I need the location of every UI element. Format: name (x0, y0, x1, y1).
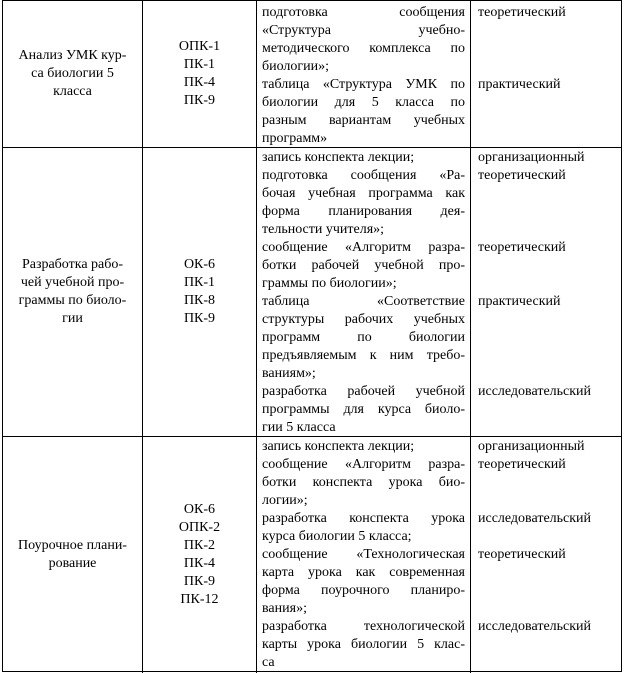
competence-list (179, 38, 220, 110)
competence-code: ПК-9 (183, 311, 216, 326)
task-line: запись конспекта лекции; (262, 439, 415, 454)
activity-type: теоретический (478, 5, 566, 20)
competence-cell (143, 437, 257, 673)
competence-code: ПК-8 (183, 293, 216, 308)
task-line: ваниям»; (262, 366, 316, 381)
competence-code: ПК-4 (183, 75, 216, 90)
task-line: «Структура учебно- (262, 23, 465, 38)
competence-code: ПК-2 (183, 538, 216, 553)
task-line: разным вариантам учебных (262, 113, 465, 128)
task-line: программы для курса биоло- (262, 402, 465, 417)
activity-type: исследовательский (478, 511, 592, 526)
task-line: ботки конспекта урока био- (262, 475, 465, 490)
tasks-cell (257, 148, 471, 436)
activity-cell (471, 1, 621, 147)
activity-type: теоретический (478, 240, 566, 255)
task-line: разработка технологической (262, 619, 465, 634)
competence-code: ОПК-1 (178, 39, 221, 54)
task-line: сообщение «Технологическая (262, 547, 465, 562)
table-row (3, 437, 621, 673)
task-line: ботки рабочей учебной про- (262, 258, 465, 273)
section-title: Поурочное плани- рование (18, 538, 127, 571)
competence-code: ОПК-2 (178, 520, 221, 535)
task-line: таблица «Структура УМК по (262, 77, 465, 92)
task-line: сообщение «Алгоритм разра- (262, 457, 465, 472)
task-line: форма планирования дея- (262, 204, 465, 219)
competence-code: ПК-12 (180, 592, 219, 607)
activity-type: исследовательский (478, 384, 592, 399)
section-title: Анализ УМК кур- са биологии 5 класса (18, 48, 127, 99)
task-line: разработка конспекта урока (262, 511, 465, 526)
task-line: карты урока биологии 5 клас- (262, 637, 465, 652)
task-line: логии»; (262, 493, 308, 508)
task-line: граммы по биологии»; (262, 276, 397, 291)
section-cell (3, 437, 143, 673)
task-line: методического комплекса по (262, 41, 465, 56)
activity-type: организационный (478, 439, 585, 454)
task-line: курса биологии 5 класса; (262, 529, 412, 544)
task-line: тельности учителя»; (262, 222, 385, 237)
competence-code: ОК-6 (183, 257, 216, 272)
competence-code: ПК-9 (183, 93, 216, 108)
task-line: карта урока как современная (262, 565, 465, 580)
activity-type: исследовательский (478, 619, 592, 634)
task-line: са (262, 655, 275, 670)
activity-type: теоретический (478, 168, 566, 183)
task-line: таблица «Соответствие (262, 294, 465, 309)
task-line: форма поурочного планиро- (262, 583, 465, 598)
competence-code: ПК-9 (183, 574, 216, 589)
section-cell (3, 148, 143, 436)
tasks-cell (257, 1, 471, 147)
activity-cell (471, 437, 621, 673)
competence-code: ПК-1 (183, 57, 216, 72)
task-line: разработка рабочей учебной (262, 384, 465, 399)
task-line: предъявляемым к ним требо- (262, 348, 465, 363)
activity-type: практический (478, 77, 561, 92)
tasks-cell (257, 437, 471, 673)
activity-type: организационный (478, 150, 585, 165)
table-row (3, 1, 621, 148)
competence-code: ОК-6 (183, 502, 216, 517)
task-line: структуры рабочих учебных (262, 312, 465, 327)
task-line: биологии для 5 класса по (262, 95, 465, 110)
competence-code: ПК-4 (183, 556, 216, 571)
activity-type: теоретический (478, 547, 566, 562)
task-line: вания»; (262, 601, 307, 616)
task-line: подготовка сообщения (262, 5, 465, 20)
task-line: запись конспекта лекции; (262, 150, 415, 165)
competence-code: ПК-1 (183, 275, 216, 290)
activity-type: теоретический (478, 457, 566, 472)
task-line: бочая учебная программа как (262, 186, 465, 201)
activity-cell (471, 148, 621, 436)
task-line: биологии»; (262, 59, 330, 74)
task-line: программ по биологии (262, 330, 465, 345)
table-row (3, 148, 621, 437)
task-line: сообщение «Алгоритм разра- (262, 240, 465, 255)
task-line: подготовка сообщения «Ра- (262, 168, 465, 183)
competence-list (179, 501, 220, 609)
task-line: гии 5 класса (262, 420, 336, 435)
activity-type: практический (478, 294, 561, 309)
section-title: Разработка рабо- чей учебной про- граммы по биоло- гии (18, 257, 127, 326)
competence-list (184, 256, 215, 328)
section-cell (3, 1, 143, 147)
plan-table (2, 0, 622, 672)
task-line: программ» (262, 131, 328, 146)
competence-cell (143, 148, 257, 436)
competence-cell (143, 1, 257, 147)
